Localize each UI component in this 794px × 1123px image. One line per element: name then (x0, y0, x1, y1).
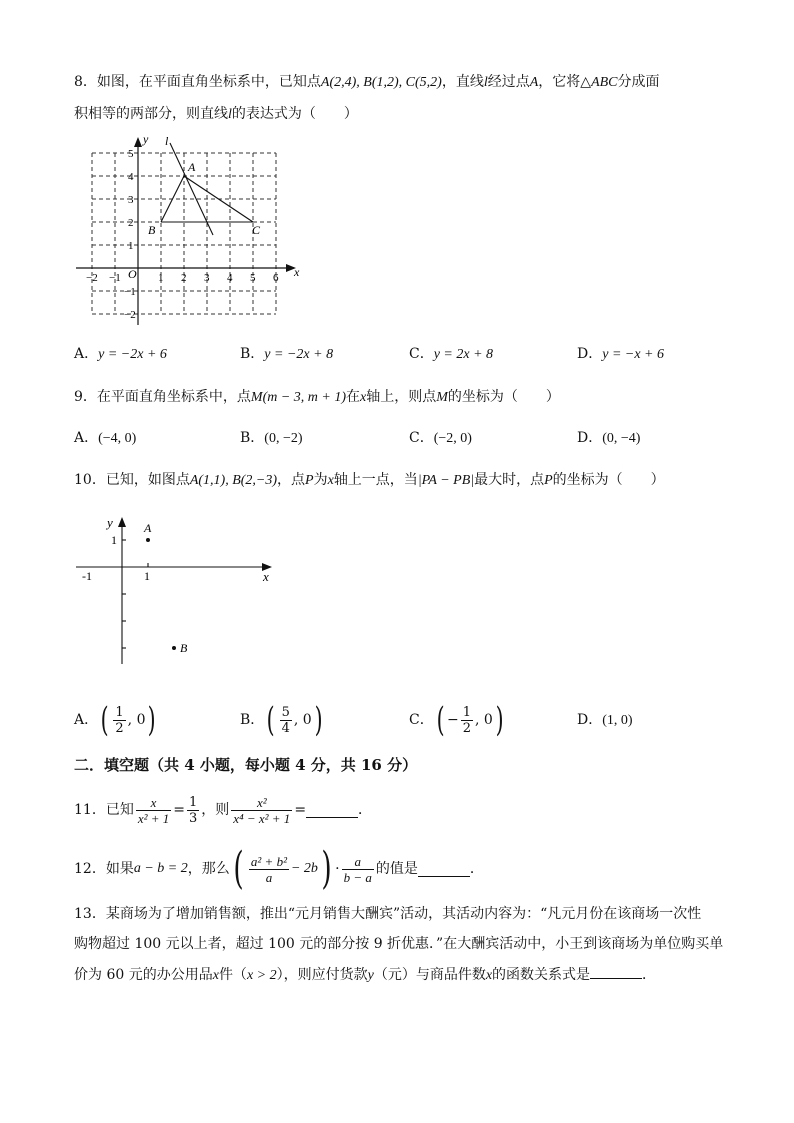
fraction (461, 705, 473, 736)
answer-blank[interactable] (590, 964, 642, 979)
denominator: 2 (115, 720, 124, 736)
q10-number: 10． (74, 472, 106, 488)
option-expr: y = −2x + 8 (264, 347, 334, 362)
q8-triangle: ABC (591, 75, 618, 90)
q9-text: 的坐标为（ ） (447, 389, 560, 405)
x-tick-label: 4 (227, 272, 233, 284)
point-a-label: A (144, 521, 152, 535)
q13-line3 (74, 964, 656, 986)
q8-text: 如图，在平面直角坐标系中，已知点 (96, 74, 321, 90)
q10-coordinate-graph (70, 512, 280, 672)
q8-option-a[interactable] (74, 344, 167, 365)
q13-text: （元）与商品件数 (373, 967, 486, 983)
denominator: a (265, 869, 273, 885)
q9-option-c[interactable] (409, 428, 472, 449)
option-key: B． (240, 346, 265, 362)
paren-right: ) (314, 700, 323, 740)
q10-text: 轴上一点，当 (333, 472, 418, 488)
denominator: 3 (189, 810, 198, 826)
paren-right: ) (321, 843, 332, 894)
q9-stem (74, 387, 560, 408)
q11-number: 11． (74, 802, 106, 818)
fraction (280, 705, 292, 736)
option-expr: (0, −2) (264, 431, 303, 446)
q8-text: ，直线 (441, 74, 484, 90)
fraction (231, 795, 292, 826)
q10-text: 最大时，点 (474, 472, 545, 488)
paren-left: ( (100, 700, 109, 740)
line-l-label: l (165, 134, 169, 148)
q8-coordinate-graph (66, 133, 306, 333)
q13-line1 (74, 904, 701, 924)
q8-option-c[interactable] (409, 344, 493, 365)
x-tick-labels (86, 272, 279, 284)
q9-m: M (436, 390, 448, 405)
option-expr: y = −2x + 6 (98, 347, 167, 362)
q9-text: 轴上，则点 (366, 389, 437, 405)
fraction (187, 795, 199, 826)
y-axis-label: y (143, 133, 149, 146)
option-key: B． (240, 430, 265, 446)
q8-line-l: l (228, 107, 232, 122)
q10-stem (74, 470, 665, 491)
q12-text: 的值是 (375, 861, 418, 877)
q12-minus-term: − 2b (290, 861, 318, 876)
q10-option-b[interactable] (240, 699, 325, 741)
fraction (113, 705, 125, 736)
numerator: x (136, 795, 171, 811)
y-tick-label: −2 (124, 309, 136, 321)
option-key: B． (240, 712, 265, 728)
point-a-label: A (188, 160, 196, 174)
y-tick-label: −1 (124, 286, 136, 298)
option-expr: (−4, 0) (98, 431, 137, 446)
option-expr: (1, 0) (602, 713, 633, 728)
q12-condition: a − b = 2 (133, 861, 188, 876)
numerator: a² + b² (250, 853, 287, 869)
option-tail: , 0 (293, 712, 312, 728)
option-key: A． (74, 430, 99, 446)
y-axis-label: y (107, 515, 113, 530)
q10-p: P (305, 473, 314, 488)
point-b-label: B (180, 641, 188, 655)
denominator: b − a (343, 869, 372, 885)
option-key: D． (577, 346, 603, 362)
fraction (136, 795, 171, 826)
x-tick-label: 2 (181, 272, 187, 284)
section-title: 二．填空题（共 4 小题，每小题 4 分，共 16 分） (74, 756, 418, 774)
q8-text: 积相等的两部分，则直线 (74, 106, 228, 122)
fraction (249, 854, 289, 885)
option-expr: (−2, 0) (433, 431, 472, 446)
option-key: C． (409, 430, 434, 446)
q12-stem (74, 843, 484, 894)
paren-left: ( (436, 700, 445, 740)
q8-point-a: A (529, 75, 539, 90)
answer-blank[interactable] (306, 803, 358, 818)
option-expr: (0, −4) (602, 431, 641, 446)
q13-x: x (212, 968, 219, 983)
equals-sign: = (294, 802, 307, 818)
option-expr: y = −x + 6 (602, 347, 665, 362)
option-key: A． (74, 346, 99, 362)
y-tick-labels (124, 148, 136, 321)
q13-text: 的函数关系式是 (492, 967, 591, 983)
q10-abs-expr: |PA − PB| (417, 473, 475, 488)
q8-option-b[interactable] (240, 344, 333, 365)
q13-condition: x > 2 (246, 968, 277, 983)
q9-x: x (360, 390, 367, 405)
numerator: 1 (462, 704, 471, 720)
option-key: A． (74, 712, 99, 728)
q10-p: P (544, 473, 553, 488)
q10-text: 为 (313, 472, 328, 488)
origin-label: O (128, 267, 137, 281)
point-b (172, 646, 176, 650)
option-expr: y = 2x + 8 (433, 347, 494, 362)
q8-line2 (74, 104, 358, 125)
fraction (342, 854, 374, 885)
q8-line1 (74, 72, 660, 93)
q9-text: 在 (346, 389, 361, 405)
denominator: 2 (462, 720, 471, 736)
q10-text: ，点 (277, 472, 306, 488)
q12-tail: ． (469, 861, 484, 877)
q8-axes (76, 137, 296, 325)
q10-axes (76, 517, 272, 664)
denominator: x² + 1 (137, 810, 170, 826)
q9-option-a[interactable] (74, 428, 136, 449)
q10-text: 的坐标为（ ） (552, 472, 665, 488)
option-key: C． (409, 346, 434, 362)
q10-points: A(1,1), B(2,−3) (189, 473, 278, 488)
q9-option-d[interactable] (577, 428, 640, 449)
x-tick-label: 1 (144, 569, 150, 583)
numerator: 5 (281, 704, 290, 720)
point-c-label: C (252, 223, 261, 237)
q13-text: 某商场为了增加销售额，推出“元月销售大酬宾”活动，其活动内容为：“凡元月份在该商场一次性 (105, 906, 702, 922)
denominator: x⁴ − x² + 1 (233, 810, 291, 826)
q13-x: x (485, 968, 493, 983)
x-axis-label: x (263, 569, 269, 584)
y-tick-label: 4 (128, 171, 134, 183)
option-key: D． (577, 430, 603, 446)
q8-text: 的表达式为（ ） (231, 106, 358, 122)
q12-text: ，那么 (187, 861, 230, 877)
q8-text: ，它将△ (538, 74, 592, 90)
numerator: x² (231, 795, 292, 811)
y-tick-label: 5 (128, 148, 134, 160)
q8-line-l: l (483, 75, 488, 90)
q11-tail: ． (358, 802, 373, 818)
numerator: a (342, 854, 374, 870)
dot-operator: · (335, 861, 340, 877)
q10-option-c[interactable] (409, 699, 506, 741)
option-key: D． (577, 712, 603, 728)
q9-number: 9． (74, 389, 97, 405)
q11-text: ，则 (201, 802, 230, 818)
numerator: 1 (189, 794, 198, 810)
q13-line2 (74, 934, 723, 954)
y-tick-label: 1 (111, 533, 117, 547)
denominator: 4 (281, 720, 290, 736)
q9-text: 在平面直角坐标系中，点 (96, 389, 251, 405)
q9-point-m: M(m − 3, m + 1) (250, 390, 347, 405)
x-tick-label: 5 (250, 272, 256, 284)
q10-text: 已知，如图点 (105, 472, 190, 488)
q8-number: 8． (74, 74, 97, 90)
paren-right: ) (495, 700, 504, 740)
x-tick-label: 3 (204, 272, 210, 284)
y-tick-label: 2 (128, 217, 134, 229)
x-tick-label: 1 (158, 272, 164, 284)
x-tick-label: −1 (109, 272, 121, 284)
q13-text: 价为 60 元的办公用品 (74, 967, 213, 983)
numerator: 1 (115, 704, 124, 720)
equals-sign: = (173, 802, 186, 818)
paren-right: ) (148, 700, 157, 740)
q13-text: 件（ (218, 967, 247, 983)
q13-text: 购物超过 100 元以上者，超过 100 元的部分按 9 折优惠．”在大酬宾活动中，小王到该商场为单位购买单 (74, 936, 724, 952)
q10-option-a[interactable] (74, 699, 159, 741)
y-tick-label: 1 (128, 240, 134, 252)
q8-text: 经过点 (487, 74, 530, 90)
x-tick-label: 6 (273, 272, 279, 284)
q13-tail: ． (642, 967, 657, 983)
q10-x: x (327, 473, 334, 488)
paren-left: ( (266, 700, 275, 740)
q11-stem (74, 790, 372, 830)
q13-y: y (367, 968, 374, 983)
paren-left: ( (233, 843, 244, 894)
option-tail: , 0 (127, 712, 146, 728)
x-tick-label: -1 (82, 569, 92, 583)
q8-option-d[interactable] (577, 344, 664, 365)
point-a (146, 538, 150, 542)
option-tail: , 0 (475, 712, 493, 728)
q9-option-b[interactable] (240, 428, 303, 449)
point-b-label: B (148, 223, 156, 237)
answer-blank[interactable] (418, 862, 470, 877)
q12-text: 如果 (105, 861, 134, 877)
q13-number: 13． (74, 906, 106, 922)
y-tick-label: 3 (128, 194, 134, 206)
q13-text: ），则应付货款 (276, 967, 368, 983)
q8-text: 分成面 (617, 74, 660, 90)
q11-text: 已知 (105, 802, 134, 818)
x-axis-label: x (294, 265, 300, 279)
q12-number: 12． (74, 861, 106, 877)
q10-option-d[interactable] (577, 710, 633, 731)
option-key: C． (409, 712, 434, 728)
q8-points: A(2,4), B(1,2), C(5,2) (320, 75, 442, 90)
option-sign: − (446, 712, 459, 728)
x-tick-label: −2 (86, 272, 98, 284)
